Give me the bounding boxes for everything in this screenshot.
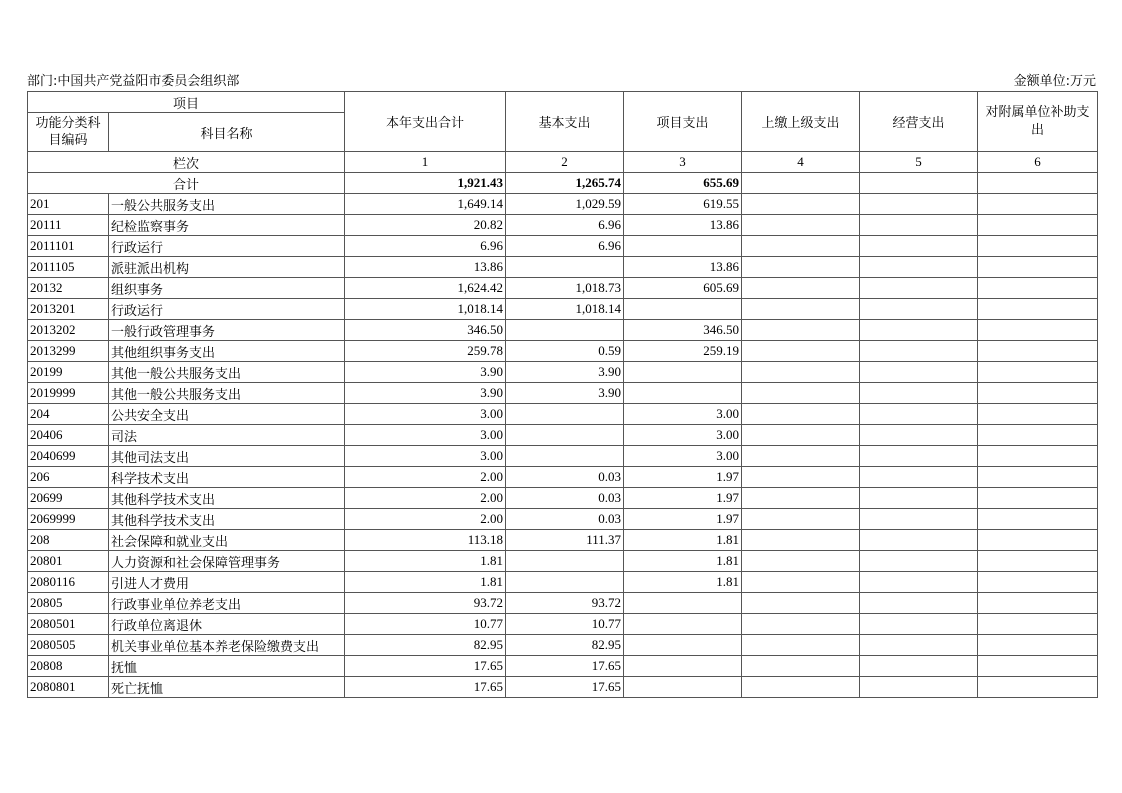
- index-6: 6: [978, 152, 1098, 173]
- cell-name: 纪检监察事务: [109, 215, 345, 236]
- total-business: [860, 173, 978, 194]
- cell-project: 3.00: [624, 404, 742, 425]
- cell-business: [860, 509, 978, 530]
- cell-subsidy: [978, 656, 1098, 677]
- cell-name: 社会保障和就业支出: [109, 530, 345, 551]
- cell-project: [624, 593, 742, 614]
- cell-basic: 3.90: [506, 383, 624, 404]
- table-row: [28, 320, 1098, 341]
- header-subsidy: 对附属单位补助支出: [978, 92, 1098, 152]
- cell-total: 2.00: [345, 488, 506, 509]
- cell-business: [860, 341, 978, 362]
- cell-project: [624, 656, 742, 677]
- header-business: 经营支出: [860, 92, 978, 152]
- cell-basic: [506, 446, 624, 467]
- cell-basic: [506, 257, 624, 278]
- table-row: [28, 215, 1098, 236]
- cell-total: 2.00: [345, 467, 506, 488]
- cell-subsidy: [978, 677, 1098, 698]
- cell-total: 3.00: [345, 425, 506, 446]
- cell-name: 行政运行: [109, 299, 345, 320]
- cell-project: 1.81: [624, 530, 742, 551]
- cell-total: 1,018.14: [345, 299, 506, 320]
- total-total: 1,921.43: [345, 173, 506, 194]
- cell-subsidy: [978, 530, 1098, 551]
- table-row: [28, 278, 1098, 299]
- cell-basic: [506, 425, 624, 446]
- cell-name: 组织事务: [109, 278, 345, 299]
- table-row: [28, 530, 1098, 551]
- table-row: [28, 362, 1098, 383]
- cell-code: 2080505: [28, 635, 109, 656]
- header-project: 项目支出: [624, 92, 742, 152]
- cell-subsidy: [978, 614, 1098, 635]
- cell-subsidy: [978, 320, 1098, 341]
- total-basic: 1,265.74: [506, 173, 624, 194]
- index-1: 1: [345, 152, 506, 173]
- cell-name: 一般行政管理事务: [109, 320, 345, 341]
- table-row: [28, 551, 1098, 572]
- cell-name: 其他司法支出: [109, 446, 345, 467]
- cell-total: 20.82: [345, 215, 506, 236]
- cell-business: [860, 488, 978, 509]
- cell-subsidy: [978, 509, 1098, 530]
- cell-code: 201: [28, 194, 109, 215]
- cell-total: 17.65: [345, 656, 506, 677]
- cell-subsidy: [978, 362, 1098, 383]
- index-4: 4: [742, 152, 860, 173]
- cell-project: 259.19: [624, 341, 742, 362]
- cell-upper: [742, 488, 860, 509]
- cell-upper: [742, 425, 860, 446]
- cell-upper: [742, 509, 860, 530]
- cell-business: [860, 194, 978, 215]
- cell-business: [860, 299, 978, 320]
- cell-total: 346.50: [345, 320, 506, 341]
- index-3: 3: [624, 152, 742, 173]
- cell-basic: [506, 404, 624, 425]
- cell-project: 1.97: [624, 509, 742, 530]
- cell-code: 2011101: [28, 236, 109, 257]
- cell-total: 3.90: [345, 383, 506, 404]
- cell-business: [860, 614, 978, 635]
- cell-name: 行政事业单位养老支出: [109, 593, 345, 614]
- header-subject-name: 科目名称: [109, 113, 345, 152]
- cell-name: 其他科学技术支出: [109, 509, 345, 530]
- cell-total: 113.18: [345, 530, 506, 551]
- cell-total: 10.77: [345, 614, 506, 635]
- table-row: [28, 236, 1098, 257]
- cell-subsidy: [978, 635, 1098, 656]
- cell-name: 其他组织事务支出: [109, 341, 345, 362]
- cell-total: 3.00: [345, 404, 506, 425]
- cell-total: 17.65: [345, 677, 506, 698]
- cell-code: 20406: [28, 425, 109, 446]
- cell-code: 208: [28, 530, 109, 551]
- table-row: [28, 194, 1098, 215]
- cell-total: 259.78: [345, 341, 506, 362]
- cell-total: 1,624.42: [345, 278, 506, 299]
- cell-name: 死亡抚恤: [109, 677, 345, 698]
- table-row: [28, 677, 1098, 698]
- index-5: 5: [860, 152, 978, 173]
- cell-business: [860, 572, 978, 593]
- cell-basic: 111.37: [506, 530, 624, 551]
- cell-subsidy: [978, 404, 1098, 425]
- cell-business: [860, 320, 978, 341]
- cell-project: 13.86: [624, 215, 742, 236]
- cell-upper: [742, 530, 860, 551]
- cell-basic: 17.65: [506, 656, 624, 677]
- header-upper: 上缴上级支出: [742, 92, 860, 152]
- cell-code: 2069999: [28, 509, 109, 530]
- cell-basic: 0.03: [506, 488, 624, 509]
- cell-basic: 1,018.14: [506, 299, 624, 320]
- cell-business: [860, 425, 978, 446]
- cell-code: 2011105: [28, 257, 109, 278]
- table-row: [28, 383, 1098, 404]
- unit-label: 金额单位:万元: [1013, 74, 1096, 89]
- cell-code: 206: [28, 467, 109, 488]
- cell-code: 20699: [28, 488, 109, 509]
- cell-basic: 0.59: [506, 341, 624, 362]
- cell-name: 其他一般公共服务支出: [109, 362, 345, 383]
- cell-project: [624, 614, 742, 635]
- cell-subsidy: [978, 257, 1098, 278]
- cell-project: 1.97: [624, 467, 742, 488]
- cell-name: 科学技术支出: [109, 467, 345, 488]
- cell-upper: [742, 320, 860, 341]
- cell-business: [860, 404, 978, 425]
- cell-upper: [742, 278, 860, 299]
- cell-upper: [742, 383, 860, 404]
- cell-business: [860, 215, 978, 236]
- cell-subsidy: [978, 194, 1098, 215]
- cell-upper: [742, 635, 860, 656]
- table-row: [28, 425, 1098, 446]
- table-row: [28, 257, 1098, 278]
- cell-name: 人力资源和社会保障管理事务: [109, 551, 345, 572]
- cell-business: [860, 257, 978, 278]
- cell-total: 1.81: [345, 572, 506, 593]
- cell-basic: 1,018.73: [506, 278, 624, 299]
- cell-business: [860, 236, 978, 257]
- cell-basic: [506, 551, 624, 572]
- cell-basic: 10.77: [506, 614, 624, 635]
- cell-project: 605.69: [624, 278, 742, 299]
- cell-total: 1.81: [345, 551, 506, 572]
- cell-code: 204: [28, 404, 109, 425]
- cell-business: [860, 383, 978, 404]
- cell-code: 20111: [28, 215, 109, 236]
- cell-total: 82.95: [345, 635, 506, 656]
- header-func-code: 功能分类科目编码: [28, 113, 109, 152]
- cell-project: 1.81: [624, 551, 742, 572]
- cell-name: 行政单位离退休: [109, 614, 345, 635]
- table-row: [28, 656, 1098, 677]
- cell-upper: [742, 551, 860, 572]
- header-basic: 基本支出: [506, 92, 624, 152]
- cell-business: [860, 656, 978, 677]
- cell-project: [624, 299, 742, 320]
- cell-upper: [742, 341, 860, 362]
- table-row: [28, 341, 1098, 362]
- cell-name: 一般公共服务支出: [109, 194, 345, 215]
- cell-project: [624, 677, 742, 698]
- cell-upper: [742, 362, 860, 383]
- table-row: [28, 614, 1098, 635]
- cell-project: [624, 635, 742, 656]
- cell-business: [860, 551, 978, 572]
- cell-project: 1.97: [624, 488, 742, 509]
- cell-project: [624, 362, 742, 383]
- cell-business: [860, 362, 978, 383]
- header-item: 项目: [28, 92, 345, 113]
- cell-project: 346.50: [624, 320, 742, 341]
- cell-subsidy: [978, 467, 1098, 488]
- total-subsidy: [978, 173, 1098, 194]
- cell-basic: 6.96: [506, 215, 624, 236]
- table-row: [28, 488, 1098, 509]
- cell-name: 司法: [109, 425, 345, 446]
- table-row: [28, 404, 1098, 425]
- cell-code: 2013299: [28, 341, 109, 362]
- cell-project: 619.55: [624, 194, 742, 215]
- cell-basic: 93.72: [506, 593, 624, 614]
- cell-basic: 17.65: [506, 677, 624, 698]
- cell-code: 20199: [28, 362, 109, 383]
- cell-basic: [506, 320, 624, 341]
- total-project: 655.69: [624, 173, 742, 194]
- cell-code: 2013201: [28, 299, 109, 320]
- cell-project: 1.81: [624, 572, 742, 593]
- cell-upper: [742, 446, 860, 467]
- cell-code: 20808: [28, 656, 109, 677]
- cell-subsidy: [978, 488, 1098, 509]
- cell-business: [860, 635, 978, 656]
- table-row: [28, 446, 1098, 467]
- cell-code: 2080801: [28, 677, 109, 698]
- cell-subsidy: [978, 278, 1098, 299]
- cell-project: [624, 383, 742, 404]
- cell-name: 其他科学技术支出: [109, 488, 345, 509]
- cell-business: [860, 446, 978, 467]
- cell-basic: [506, 572, 624, 593]
- cell-project: 13.86: [624, 257, 742, 278]
- cell-upper: [742, 194, 860, 215]
- cell-basic: 6.96: [506, 236, 624, 257]
- cell-business: [860, 593, 978, 614]
- cell-subsidy: [978, 383, 1098, 404]
- expenditure-table: [27, 91, 1098, 698]
- cell-name: 机关事业单位基本养老保险缴费支出: [109, 635, 345, 656]
- total-label: 合计: [28, 173, 345, 194]
- cell-code: 2019999: [28, 383, 109, 404]
- cell-basic: 82.95: [506, 635, 624, 656]
- cell-upper: [742, 593, 860, 614]
- cell-upper: [742, 572, 860, 593]
- cell-subsidy: [978, 572, 1098, 593]
- cell-name: 抚恤: [109, 656, 345, 677]
- table-row: [28, 593, 1098, 614]
- cell-upper: [742, 215, 860, 236]
- cell-upper: [742, 614, 860, 635]
- cell-project: [624, 236, 742, 257]
- cell-upper: [742, 656, 860, 677]
- cell-subsidy: [978, 551, 1098, 572]
- table-row: [28, 635, 1098, 656]
- cell-name: 派驻派出机构: [109, 257, 345, 278]
- cell-business: [860, 278, 978, 299]
- cell-business: [860, 467, 978, 488]
- cell-project: 3.00: [624, 446, 742, 467]
- table-row: [28, 467, 1098, 488]
- cell-subsidy: [978, 341, 1098, 362]
- cell-code: 2040699: [28, 446, 109, 467]
- cell-code: 2080116: [28, 572, 109, 593]
- cell-code: 2013202: [28, 320, 109, 341]
- total-upper: [742, 173, 860, 194]
- cell-total: 6.96: [345, 236, 506, 257]
- cell-name: 行政运行: [109, 236, 345, 257]
- cell-basic: 1,029.59: [506, 194, 624, 215]
- cell-upper: [742, 467, 860, 488]
- cell-upper: [742, 404, 860, 425]
- cell-total: 1,649.14: [345, 194, 506, 215]
- cell-name: 公共安全支出: [109, 404, 345, 425]
- cell-code: 2080501: [28, 614, 109, 635]
- department-label: 部门:中国共产党益阳市委员会组织部: [27, 74, 240, 89]
- cell-code: 20805: [28, 593, 109, 614]
- index-2: 2: [506, 152, 624, 173]
- cell-subsidy: [978, 215, 1098, 236]
- cell-upper: [742, 299, 860, 320]
- table-row: [28, 509, 1098, 530]
- cell-total: 3.90: [345, 362, 506, 383]
- cell-total: 93.72: [345, 593, 506, 614]
- cell-project: 3.00: [624, 425, 742, 446]
- cell-name: 其他一般公共服务支出: [109, 383, 345, 404]
- cell-upper: [742, 257, 860, 278]
- cell-basic: 0.03: [506, 467, 624, 488]
- cell-subsidy: [978, 446, 1098, 467]
- cell-basic: 0.03: [506, 509, 624, 530]
- table-row: [28, 572, 1098, 593]
- cell-subsidy: [978, 236, 1098, 257]
- cell-code: 20801: [28, 551, 109, 572]
- cell-subsidy: [978, 593, 1098, 614]
- index-label: 栏次: [28, 152, 345, 173]
- cell-total: 3.00: [345, 446, 506, 467]
- header-total: 本年支出合计: [345, 92, 506, 152]
- cell-total: 13.86: [345, 257, 506, 278]
- table-row: [28, 299, 1098, 320]
- cell-business: [860, 677, 978, 698]
- cell-subsidy: [978, 425, 1098, 446]
- cell-subsidy: [978, 299, 1098, 320]
- cell-basic: 3.90: [506, 362, 624, 383]
- cell-name: 引进人才费用: [109, 572, 345, 593]
- cell-business: [860, 530, 978, 551]
- cell-code: 20132: [28, 278, 109, 299]
- cell-total: 2.00: [345, 509, 506, 530]
- cell-upper: [742, 236, 860, 257]
- cell-upper: [742, 677, 860, 698]
